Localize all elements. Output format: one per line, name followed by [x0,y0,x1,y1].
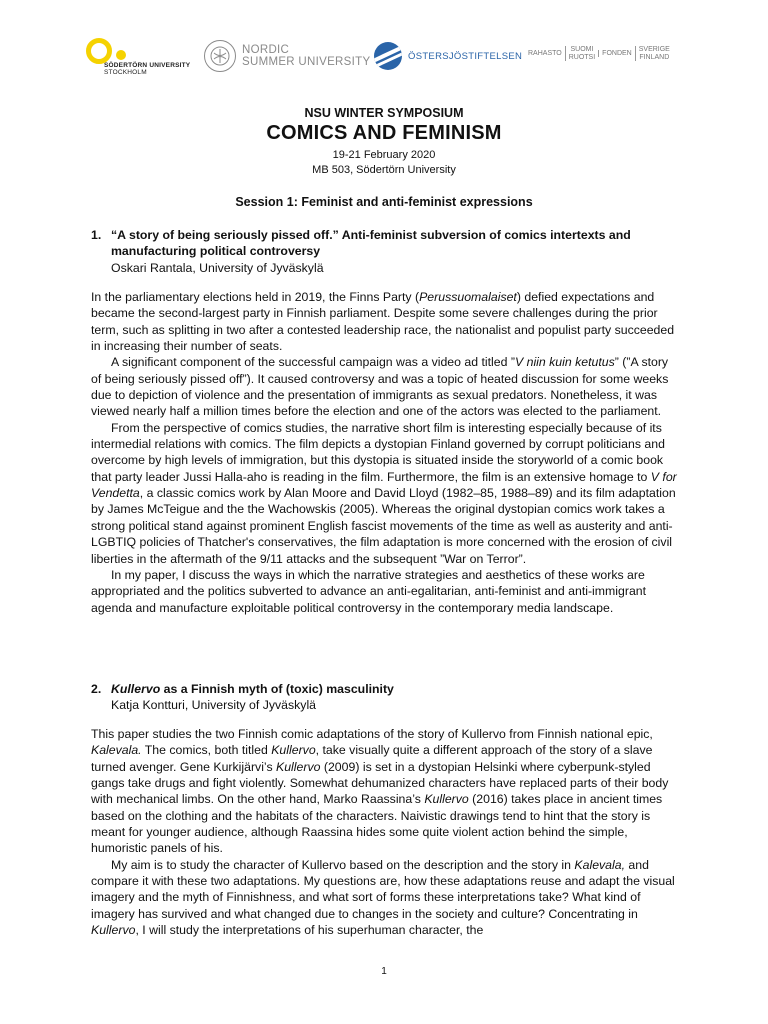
paper-1-heading [91,227,651,276]
suomi-ruotsi-text: SUOMI RUOTSI [565,46,598,61]
nordic-summer-university-logo [204,40,370,72]
paragraph: In my paper, I discuss the ways in which the narrative strategies and aesthetics of these works are appropriated and the politics subverted to advance an anti-egalitarian, anti-feminist and anti-immigrant agenda and manufacture exploitable political controversy in the contemporary media landscape. [91,567,647,615]
seal-icon [204,40,236,72]
paragraph: From the perspective of comics studies, the narrative short film is interesting especially because of its intermedial relations with comics. The film depicts a dystopian Finland governed by corrupt politicians and overcome by high levels of immigration, but this dystopia is situated inside the storyworld of a comic book that party leader Jussi Halla-aho is reading in the film. Furthermore, the film is an extensive homage to V for Vendetta, a classic comics work by Alan Moore and David Lloyd (1982–85, 1988–89) and its film adaptation by James McTeigue and the the Wachowskis (2005). Whereas the original dystopian comics work takes a strong political stand against prominent English fascist movements of the time as well as austerity and anti-LGBTIQ policies of Thatcher's conservatives, the film adaptation is more concerned with the erosion of civil liberties in the aftermath of the 9/11 attacks and the subsequent ”War on Terror”. [91,420,677,566]
paper-author: Katja Kontturi, University of Jyväskylä [111,698,317,713]
sodertorn-logo-text: SÖDERTÖRN UNIVERSITY STOCKHOLM [104,62,191,76]
paragraph: This paper studies the two Finnish comic adaptations of the story of Kullervo from Finnish national epic, Kalevala. The comics, both titled Kullervo, take visually quite a different approach of the story of a slave turned avenger. Gene Kurkijärvi’s Kullervo (2009) is set in a dystopian Helsinki where cyberpunk-styled gangs take drugs and fight violently. Somewhat dehumanized characters have replaced parts of their body with mechanical limbs. On the other hand, Marko Raassina’s Kullervo (2016) takes place in ancient times based on the clothing and the habitats of the characters. Naivistic drawings tend to hint that the story is meant for younger audience, although Raassina hides some quite violent action behind the simple, humoristic panels of his. [91,727,669,856]
sponsor-logos [84,36,684,88]
paper-number: 1. [91,228,102,242]
ostersjostiftelsen-logo [374,42,522,70]
paper-2-abstract [91,726,677,938]
event-date: 19-21 February 2020 [332,149,436,161]
page-title: COMICS AND FEMINISM [266,122,502,144]
paper-author: Oskari Rantala, University of Jyväskylä [111,260,324,275]
paper-number: 2. [91,682,102,696]
paper-2-heading [91,681,651,714]
rahasto-text: RAHASTO [528,49,562,57]
session-title: Session 1: Feminist and anti-feminist expressions [235,195,533,209]
nordic-logo-text: NORDIC SUMMER UNIVERSITY [242,44,371,68]
sodertorn-logo [84,36,191,76]
fonden-text: FONDEN [598,50,635,58]
paper-1-abstract [91,289,677,616]
sverige-finland-text: SVERIGE FINLAND [635,46,673,61]
symposium-label: NSU WINTER SYMPOSIUM [304,106,464,120]
ostersjo-logo-text: ÖSTERSJÖSTIFTELSEN [408,50,523,62]
paragraph: A significant component of the successful campaign was a video ad titled ”V niin kuin ketutus” (”A story of being seriously pissed off”). It caused controversy and was a topic of heated discussion for some weeks due to depiction of violence and the presentation of immigrants as sexual predators. Nonetheless, it was viewed nearly half a million times before the election and one of the actors was elected to the parliament. [91,355,669,419]
paper-title: Kullervo as a Finnish myth of (toxic) masculinity [111,682,394,696]
paragraph: My aim is to study the character of Kullervo based on the description and the story in Kalevala, and compare it with these two adaptations. My questions are, how these adaptations reuse and adapt the visual imagery and the myth of Finnishness, and what sort of forms these interpretations take? What kind of imagery has survived and what changed due to changes in the society and culture? Concentrating in Kullervo, I will study the interpretations of his superhuman character, the [91,857,675,938]
page-number: 1 [381,966,387,977]
globe-icon [374,42,402,70]
rahasto-fonden-logo [528,46,673,61]
event-location: MB 503, Södertörn University [312,164,456,176]
paper-title: “A story of being seriously pissed off.” Anti-feminist subversion of comics intertexts and manufacturing political controversy [111,228,631,259]
paragraph: In the parliamentary elections held in 2019, the Finns Party (Perussuomalaiset) defied expectations and became the second-largest party in Finnish parliament. Despite some severe challenges during the prior term, such as splitting in two after a contested leadership race, the nationalist and populist party succeeded in increasing their number of seats. [91,290,675,354]
